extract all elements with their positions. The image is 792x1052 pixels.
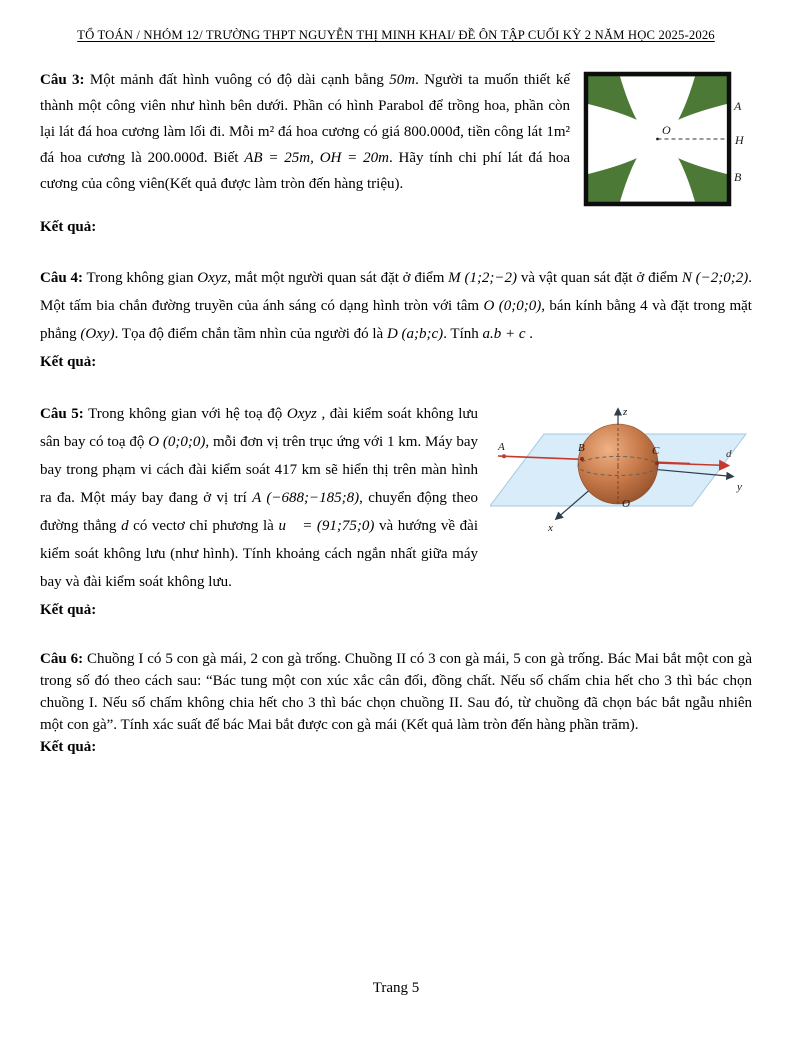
axis-label-y: y: [737, 481, 742, 493]
text-segment: , đài kiểm soát không lưu sân bay có toạ độ: [40, 406, 478, 450]
text-segment: Một mảnh đất hình vuông có độ dài cạnh bằng: [84, 72, 390, 88]
point-label-b: B: [734, 170, 742, 184]
text-segment: . Một tấm bia chắn đường truyền của ánh sáng có dạng hình tròn với tâm: [40, 270, 752, 314]
airspace-sphere-diagram: [490, 404, 752, 540]
math-segment: d: [121, 518, 129, 534]
question-5-figure: [490, 404, 752, 545]
math-segment: a.b + c: [482, 326, 526, 342]
text-segment: . Người ta muốn thiết kế thành một công viên như hình bên dưới. Phần có hình Parabol để trồng hoa, phần còn lại lát đá hoa cương làm lối đi. Mỗi m² đá hoa cương có giá 800.000đ, tiền công lát 1m² đá hoa cương là 200.000đ. Biết: [40, 72, 571, 166]
radar-sphere: [578, 424, 658, 504]
text-segment: Trong không gian: [82, 270, 198, 286]
text-segment: , bán kính bằng 4 và đặt trong mặt phẳng: [40, 298, 752, 342]
question-4-text: [40, 264, 752, 348]
park-square: [586, 74, 729, 204]
math-segment: Oxyz: [286, 406, 317, 422]
question-4-result-label: Kết quả:: [40, 354, 97, 370]
math-segment: A (−688;−185;8): [252, 490, 360, 506]
point-label-a: A: [498, 441, 505, 453]
point-label-o: O: [662, 123, 671, 137]
origin-label-o: O: [622, 498, 630, 510]
question-4: [40, 264, 752, 376]
math-segment: O (0;0;0): [483, 298, 542, 314]
question-5-result-label: Kết quả:: [40, 602, 97, 618]
text-segment: . Tọa độ điểm chắn tầm nhìn của người đó là: [114, 326, 387, 342]
question-3: [40, 67, 752, 240]
text-segment: . Hãy tính chi phí lát đá hoa cương của công viên(Kết quả được làm tròn đến hàng triệu).: [40, 150, 571, 192]
point-label-h: H: [735, 133, 744, 147]
text-segment: và vật quan sát đặt ở điểm: [517, 270, 682, 286]
point-label-b: B: [578, 442, 585, 454]
math-segment: 50m: [389, 72, 416, 88]
math-segment: M (1;2;−2): [448, 270, 518, 286]
parabola-park-diagram: [582, 69, 752, 209]
axis-label-z: z: [623, 406, 628, 418]
exam-header-title: TỔ TOÁN / NHÓM 12/ TRƯỜNG THPT NGUYỄN THỊ MINH KHAI/ ĐỀ ÔN TẬP CUỐI KỲ 2 NĂM HỌC 2025-2026: [77, 28, 715, 42]
text-segment: .: [525, 326, 534, 342]
line-label-d: d: [726, 448, 732, 460]
math-segment: O (0;0;0): [148, 434, 206, 450]
question-3-result-label: Kết quả:: [40, 219, 97, 235]
question-6-label: Câu 6:: [40, 651, 84, 667]
text-segment: , mắt một người quan sát đặt ở điểm: [227, 270, 449, 286]
math-segment: AB = 25m, OH = 20m: [244, 150, 389, 166]
question-5: [40, 400, 752, 624]
math-segment: Oxyz: [197, 270, 228, 286]
page-header: [40, 28, 752, 43]
question-3-label: Câu 3:: [40, 72, 85, 88]
question-6: [40, 648, 752, 758]
text-segment: , chuyển động theo đường thẳng: [40, 490, 479, 534]
text-segment: Trong không gian với hệ toạ độ: [83, 406, 287, 422]
question-4-label: Câu 4:: [40, 270, 83, 286]
text-segment: , mỗi đơn vị trên trục ứng với 1 km. Máy bay bay trong phạm vi cách đài kiểm soát 417 km sẽ hiển thị trên màn hình ra đa. Một máy bay đang ở vị trí: [40, 434, 478, 506]
question-5-label: Câu 5:: [40, 406, 84, 422]
question-6-result-label: Kết quả:: [40, 739, 97, 755]
text-segment: có vectơ chỉ phương là: [128, 518, 279, 534]
axis-label-x: x: [548, 522, 553, 534]
point-label-a: A: [734, 99, 742, 113]
text-segment: . Tính: [443, 326, 483, 342]
math-segment: u⃗ = (91;75;0): [278, 518, 375, 534]
question-6-text: [40, 648, 752, 736]
math-segment: (Oxy): [80, 326, 115, 342]
text-segment: và hướng về đài kiểm soát không lưu (như hình). Tính khoảng cách ngắn nhất giữa máy bay và đài kiểm soát không lưu.: [40, 518, 478, 590]
page-content: [40, 67, 752, 758]
math-segment: D (a;b;c): [386, 326, 444, 342]
question-3-figure: [582, 69, 752, 214]
page-number: Trang 5: [372, 980, 420, 996]
point-label-c: C: [652, 445, 660, 457]
text-segment: Chuồng I có 5 con gà mái, 2 con gà trống. Chuồng II có 3 con gà mái, 5 con gà trống. Bác Mai bắt một con gà trong số đó theo cách sau: “Bác tung một con xúc xắc cân đối, đồng chất. Nếu số chấm chia hết cho 3 thì bác chọn chuồng I. Nếu số chấm không chia hết cho 3 thì bác chọn chuồng II. Sau đó, từ chuồng đã chọn bác bắt ngẫu nhiên một con gà”. Tính xác suất để bác Mai bắt được con gà mái (Kết quả làm tròn đến hàng phần trăm).: [40, 651, 753, 733]
page-footer: [0, 980, 792, 997]
math-segment: N (−2;0;2): [681, 270, 749, 286]
exam-page: [0, 28, 792, 1052]
